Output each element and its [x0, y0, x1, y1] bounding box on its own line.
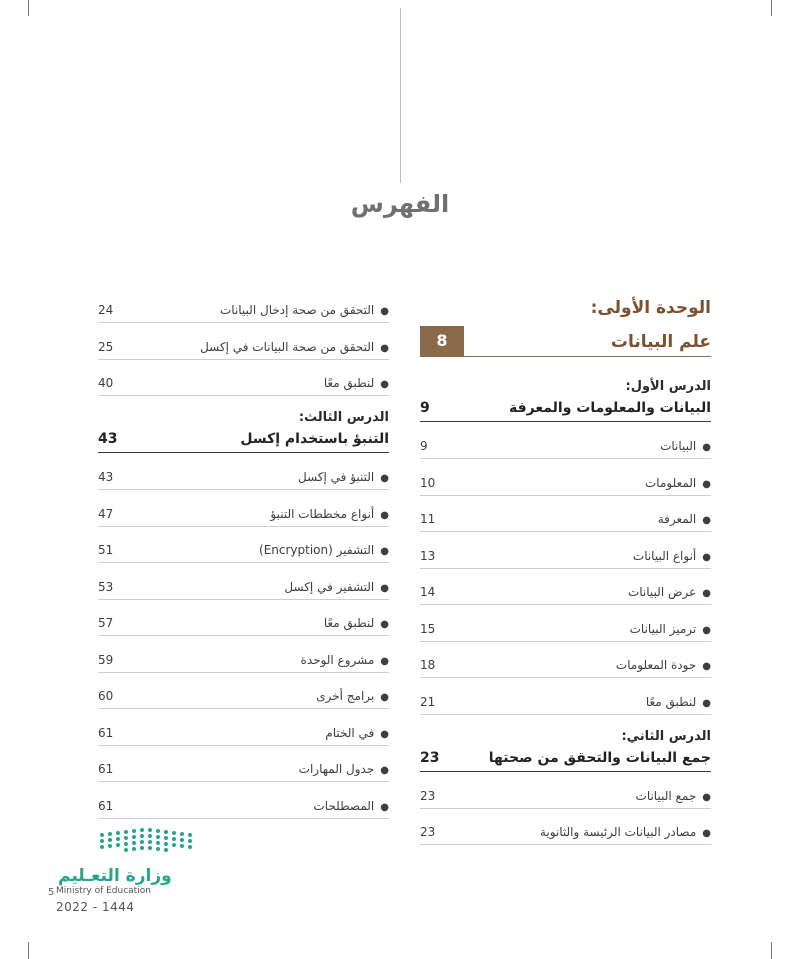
entry-label: جودة المعلومات [615, 658, 697, 672]
toc-entry[interactable] [98, 463, 389, 490]
logo-dot [180, 832, 184, 836]
logo-dot [156, 829, 160, 833]
entry-page: 9 [420, 439, 428, 453]
entry-page: 47 [98, 506, 114, 521]
toc-entry[interactable] [98, 296, 389, 323]
entry-page: 59 [98, 652, 114, 667]
entry-label: جمع البيانات [635, 788, 697, 803]
entry-page: 53 [98, 579, 114, 594]
entry-label: مصادر البيانات الرئيسة والثانوية [539, 825, 697, 839]
center-divider [400, 8, 401, 183]
logo-dot [100, 845, 104, 849]
toc-left-column [98, 296, 389, 828]
lesson-2-items [420, 782, 711, 846]
toc-entry[interactable] [420, 505, 711, 532]
bullet-icon: ● [380, 582, 389, 594]
unit-title-row[interactable] [420, 326, 711, 357]
toc-entry[interactable] [420, 615, 711, 642]
lesson-2-header[interactable] [420, 729, 711, 772]
unit-heading: الوحدة الأولى: [590, 298, 711, 318]
logo-dot [164, 830, 168, 834]
entry-page: 51 [98, 543, 114, 557]
logo-dot [172, 837, 176, 841]
bullet-icon: ● [702, 624, 711, 636]
toc-entry[interactable] [98, 719, 389, 746]
toc-entry[interactable] [98, 369, 389, 396]
entry-label: في الختام [325, 725, 375, 740]
ministry-logo [56, 826, 196, 921]
lesson-page: 43 [98, 431, 118, 447]
logo-dot [108, 844, 112, 848]
bullet-icon: ● [702, 478, 711, 490]
entry-label: المعلومات [644, 475, 697, 490]
bullet-icon: ● [702, 791, 711, 803]
bullet-icon: ● [380, 801, 389, 813]
entry-label: التنبؤ في إكسل [298, 470, 375, 484]
lesson-title: التنبؤ باستخدام إكسل [240, 431, 389, 447]
entry-label: جدول المهارات [298, 762, 375, 776]
entry-label: التشفير في إكسل [284, 579, 375, 594]
logo-dot [188, 845, 192, 849]
bullet-icon: ● [380, 765, 389, 776]
logo-dot [108, 832, 112, 836]
entry-page: 61 [98, 725, 114, 740]
entry-page: 24 [98, 303, 114, 317]
bullet-icon: ● [380, 692, 389, 703]
entry-page: 15 [420, 621, 436, 636]
toc-entry[interactable] [98, 500, 389, 527]
toc-right-column [420, 298, 711, 855]
unit-page-badge: 8 [420, 326, 464, 356]
toc-entry[interactable] [420, 688, 711, 715]
lesson-3-items [98, 463, 389, 819]
lesson-1-items [420, 432, 711, 715]
entry-page: 13 [420, 548, 436, 563]
logo-dot [188, 833, 192, 837]
crop-mark [28, 0, 29, 16]
entry-page: 23 [420, 788, 436, 803]
logo-dot [100, 833, 104, 837]
logo-dot [156, 841, 160, 845]
entry-label: التحقق من صحة إدخال البيانات [219, 303, 375, 317]
logo-dot [124, 842, 128, 846]
logo-dot [132, 835, 136, 839]
toc-entry[interactable] [98, 755, 389, 782]
bullet-icon: ● [380, 619, 389, 630]
toc-entry[interactable] [420, 651, 711, 678]
entry-label: المعرفة [657, 512, 697, 526]
lesson-title: جمع البيانات والتحقق من صحتها [488, 749, 711, 766]
logo-dot [156, 835, 160, 839]
entry-page: 23 [420, 825, 436, 839]
toc-entry[interactable] [420, 782, 711, 809]
entry-label: البيانات [660, 439, 697, 453]
logo-dot [180, 844, 184, 848]
lesson-heading: الدرس الثاني: [621, 728, 711, 744]
logo-dot [148, 834, 152, 838]
bullet-icon: ● [702, 588, 711, 599]
logo-dot [164, 842, 168, 846]
logo-dot [116, 831, 120, 835]
entry-page: 14 [420, 585, 436, 599]
bullet-icon: ● [380, 728, 389, 740]
logo-dot [156, 847, 160, 851]
edition-year: 2022 - 1444 [56, 900, 135, 914]
toc-entry[interactable] [98, 792, 389, 819]
ministry-name-arabic: وزارة التعـليم [58, 866, 172, 886]
bullet-icon: ● [380, 655, 389, 667]
logo-dot [124, 836, 128, 840]
entry-page: 40 [98, 376, 114, 390]
bullet-icon: ● [380, 306, 389, 317]
bullet-icon: ● [380, 473, 389, 484]
entry-label: التشفير (Encryption) [259, 543, 375, 557]
entry-page: 18 [420, 658, 436, 672]
toc-entry[interactable] [98, 573, 389, 600]
continued-items [98, 296, 389, 396]
unit-name: علم البيانات [610, 332, 711, 352]
entry-label: لنطبق معًا [323, 376, 375, 390]
logo-dot [132, 847, 136, 851]
bullet-icon: ● [380, 509, 389, 521]
entry-page: 21 [420, 694, 436, 709]
toc-entry[interactable] [98, 609, 389, 636]
lesson-heading: الدرس الأول: [625, 379, 711, 394]
logo-dot [140, 834, 144, 838]
toc-entry[interactable] [98, 536, 389, 563]
entry-label: لنطبق معًا [645, 694, 697, 709]
logo-dot [172, 831, 176, 835]
toc-entry[interactable] [98, 682, 389, 709]
bullet-icon: ● [702, 515, 711, 526]
bullet-icon: ● [380, 546, 389, 557]
entry-label: التحقق من صحة البيانات في إكسل [200, 339, 375, 354]
bullet-icon: ● [380, 379, 389, 390]
ministry-name-english: Ministry of Education [56, 886, 151, 896]
lesson-3-header[interactable] [98, 410, 389, 453]
logo-dot [132, 841, 136, 845]
toc-entry[interactable] [98, 646, 389, 673]
logo-dot [140, 846, 144, 850]
entry-label: ترميز البيانات [629, 621, 697, 636]
crop-mark [771, 0, 772, 16]
entry-label: لنطبق معًا [323, 616, 375, 630]
logo-dot [164, 848, 168, 852]
bullet-icon: ● [702, 828, 711, 839]
entry-page: 57 [98, 616, 114, 630]
logo-dots-icon [100, 828, 196, 858]
lesson-1-header[interactable] [420, 379, 711, 422]
logo-dot [116, 837, 120, 841]
toc-entry[interactable] [420, 469, 711, 496]
logo-dot [188, 839, 192, 843]
toc-entry[interactable] [420, 578, 711, 605]
logo-dot [140, 840, 144, 844]
bullet-icon: ● [702, 661, 711, 672]
lesson-heading: الدرس الثالث: [298, 410, 389, 425]
entry-page: 11 [420, 512, 436, 526]
crop-mark [771, 942, 772, 959]
logo-dot [180, 838, 184, 842]
logo-dot [148, 846, 152, 850]
lesson-page: 9 [420, 400, 430, 416]
entry-page: 61 [98, 798, 114, 813]
entry-label: المصطلحات [313, 798, 375, 813]
logo-dot [132, 829, 136, 833]
entry-page: 25 [98, 339, 114, 354]
logo-dot [172, 843, 176, 847]
entry-label: عرض البيانات [627, 585, 697, 599]
page-title: الفهرس [350, 190, 450, 218]
lesson-title: البيانات والمعلومات والمعرفة [508, 400, 711, 416]
entry-page: 43 [98, 470, 114, 484]
logo-dot [148, 840, 152, 844]
logo-dot [140, 828, 144, 832]
toc-entry[interactable] [420, 542, 711, 569]
logo-dot [164, 836, 168, 840]
entry-page: 61 [98, 762, 114, 776]
entry-label: برامج أخرى [316, 689, 375, 703]
logo-dot [124, 848, 128, 852]
page-number: 5 [48, 887, 55, 898]
bullet-icon: ● [702, 697, 711, 709]
toc-entry[interactable] [420, 432, 711, 459]
toc-entry[interactable] [98, 333, 389, 360]
entry-page: 10 [420, 475, 436, 490]
bullet-icon: ● [380, 342, 389, 354]
bullet-icon: ● [702, 442, 711, 453]
logo-dot [124, 830, 128, 834]
logo-dot [116, 843, 120, 847]
crop-mark [28, 942, 29, 959]
logo-dot [108, 838, 112, 842]
toc-entry[interactable] [420, 818, 711, 845]
logo-dot [100, 839, 104, 843]
logo-dot [148, 828, 152, 832]
entry-page: 60 [98, 689, 114, 703]
lesson-page: 23 [420, 749, 440, 766]
entry-label: أنواع مخططات التنبؤ [270, 506, 375, 521]
bullet-icon: ● [702, 551, 711, 563]
entry-label: مشروع الوحدة [300, 652, 375, 667]
entry-label: أنواع البيانات [632, 548, 697, 563]
